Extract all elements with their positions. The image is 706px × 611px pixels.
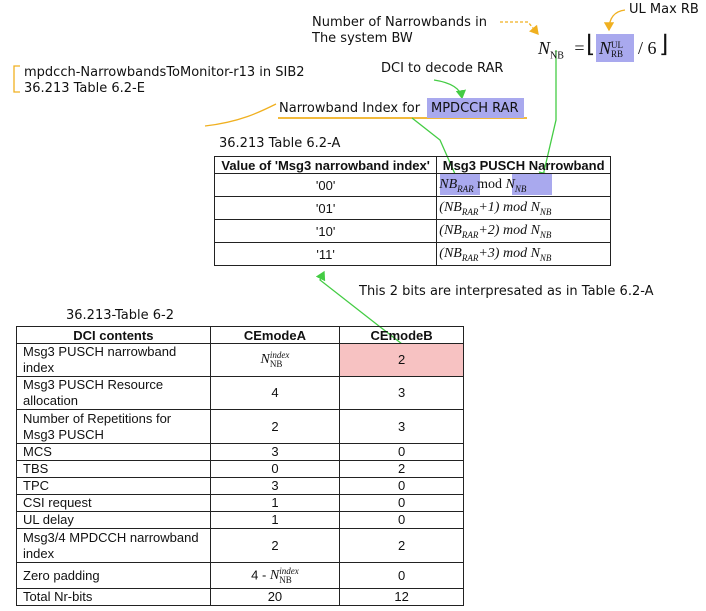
num-narrowbands-label-1: Number of Narrowbands in [312, 15, 487, 30]
table-cell: 3 [210, 478, 339, 495]
table-cell: 2 [210, 410, 339, 444]
table-header-row [215, 157, 611, 174]
table-cell: 4 [210, 377, 339, 410]
table-row [215, 243, 611, 266]
table-cell: $(NB_{RAR}+1)$ mod $N_{NB}$ [437, 197, 611, 220]
table-cell: 20 [210, 589, 339, 606]
table-row [17, 563, 464, 589]
table-cell: Msg3 PUSCH narrowband index [17, 344, 211, 377]
table-cell: Total Nr-bits [17, 589, 211, 606]
table-cell: 4 - Nindex NB [210, 563, 339, 589]
table-row [17, 478, 464, 495]
table-row [215, 220, 611, 243]
table-header-cell: Value of 'Msg3 narrowband index' [215, 157, 437, 174]
table-row [17, 461, 464, 478]
table-row [17, 410, 464, 444]
table-cell: '11' [215, 243, 437, 266]
ul-max-rb-arrow [609, 10, 625, 30]
ul-max-rb-label: UL Max RB [629, 2, 699, 17]
table-cell: 2 [210, 529, 339, 563]
table-header-cell: CEmodeA [210, 327, 339, 344]
mpdcch-curve [205, 104, 276, 126]
table-row [215, 174, 611, 197]
table-cell: 0 [340, 478, 464, 495]
table-cell: '01' [215, 197, 437, 220]
table-cell: $(NB_{RAR}+3)$ mod $N_{NB}$ [437, 243, 611, 266]
table1-caption: 36.213 Table 6.2-A [219, 136, 341, 151]
table-cell: Msg3/4 MPDCCH narrowband index [17, 529, 211, 563]
table-cell: TPC [17, 478, 211, 495]
bits-note: This 2 bits are interpresated as in Table 6.2-A [359, 284, 654, 299]
table-header-row [17, 327, 464, 344]
pink-cell: 2 [340, 344, 464, 377]
table2-caption: 36.213-Table 6-2 [66, 308, 174, 323]
table-cell: '00' [215, 174, 437, 197]
table-cell: 12 [340, 589, 464, 606]
table-row [17, 529, 464, 563]
mpdcch-rar-label: MPDCCH RAR [431, 101, 519, 116]
table-row [17, 495, 464, 512]
table-row [215, 197, 611, 220]
narrowband-table [214, 156, 611, 266]
formula-nrb: NUL RB [599, 38, 624, 59]
table-cell: 0 [340, 512, 464, 529]
table-cell: MCS [17, 444, 211, 461]
table-cell: $(NB_{RAR}+2)$ mod $N_{NB}$ [437, 220, 611, 243]
dci-decode-arrow [434, 80, 462, 98]
table-cell: UL delay [17, 512, 211, 529]
table-cell: 0 [340, 563, 464, 589]
table-header-cell: DCI contents [17, 327, 211, 344]
table-cell: 3 [340, 410, 464, 444]
table-cell: 3 [340, 377, 464, 410]
dci-contents-table [16, 326, 464, 606]
table-cell: Number of Repetitions for Msg3 PUSCH [17, 410, 211, 444]
table-row [17, 344, 464, 377]
table-cell: Msg3 PUSCH Resource allocation [17, 377, 211, 410]
num-narrowbands-arrow [500, 22, 538, 34]
table-header-cell: Msg3 PUSCH Narrowband [437, 157, 611, 174]
table-row [17, 589, 464, 606]
table-cell: 2 [340, 461, 464, 478]
table-cell: $NB_{RAR}$ mod $N_{NB}$ [437, 174, 611, 197]
dci-decode-label: DCI to decode RAR [381, 61, 504, 76]
table-cell: CSI request [17, 495, 211, 512]
table-cell: 0 [340, 444, 464, 461]
floor-left: ⌊ [586, 32, 596, 58]
mpdcch-bracket [14, 66, 20, 92]
mpdcch-note-2: 36.213 Table 6.2-E [24, 81, 145, 96]
num-narrowbands-label-2: The system BW [312, 31, 413, 46]
mpdcch-note-1: mpdcch-NarrowbandsToMonitor-r13 in SIB2 [24, 65, 305, 80]
table-row [17, 512, 464, 529]
table-row [17, 377, 464, 410]
table-cell: 1 [210, 512, 339, 529]
table-row [17, 444, 464, 461]
table-cell: 3 [210, 444, 339, 461]
table-cell: Nindex NB [210, 344, 339, 377]
table-cell: 2 [340, 529, 464, 563]
table-cell: '10' [215, 220, 437, 243]
table-cell: Zero padding [17, 563, 211, 589]
table-cell: 0 [210, 461, 339, 478]
formula-nnb: $N_{NB}$ = [538, 38, 585, 62]
floor-right: ⌋ [659, 32, 669, 58]
formula-divisor: / 6 [638, 38, 657, 58]
table-header-cell: CEmodeB [340, 327, 464, 344]
table-cell: 0 [340, 495, 464, 512]
table-cell: 1 [210, 495, 339, 512]
nb-index-label: Narrowband Index for [279, 101, 421, 116]
table-cell: TBS [17, 461, 211, 478]
